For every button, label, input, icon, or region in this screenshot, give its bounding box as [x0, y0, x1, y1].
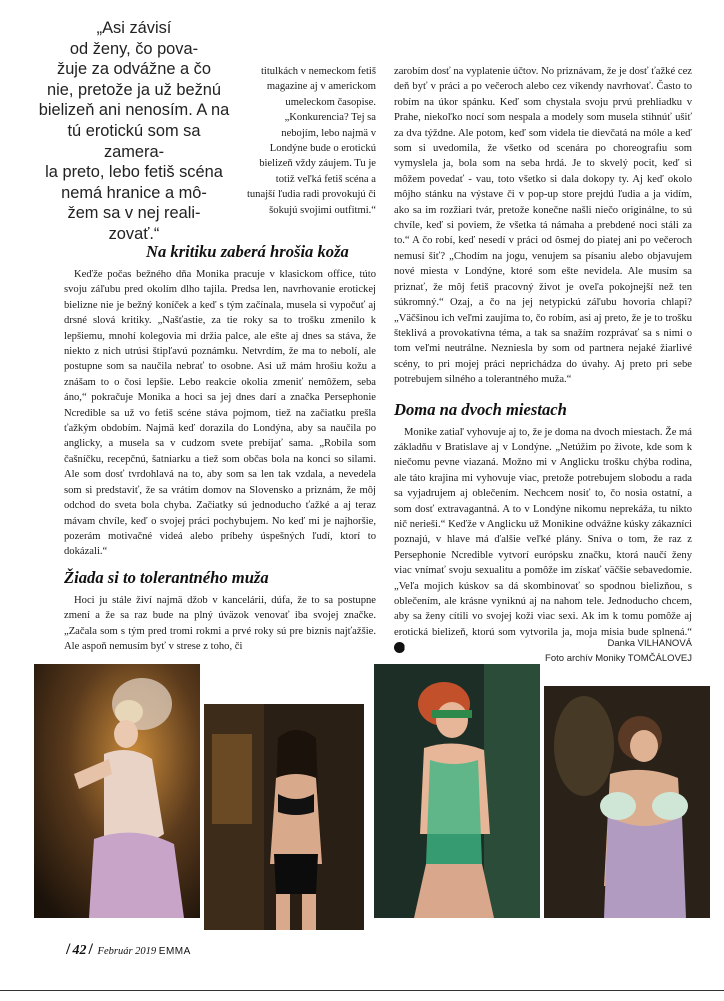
footer-slash-2: /	[88, 941, 93, 958]
bottom-rule	[0, 990, 724, 991]
photo-credit: Foto archív Moniky TOMČÁLOVEJ	[545, 653, 692, 664]
intro-text: titulkách v nemeckom fetiš magazine aj v americkom umeleckom časopise. „Konkurencia? Tej sa nebojím, lebo najmä v Londýne bude o erotickú bielizeň vždy záujem. Tu je totiž veľká fetiš scéna a tunajší ľudia radi provokujú či šokujú svojimi outfitmi.“	[246, 66, 376, 216]
photo-2	[204, 704, 364, 930]
issue-date: Február 2019	[97, 946, 157, 957]
credits	[446, 636, 692, 666]
pull-quote: „Asi závisí od ženy, čo pova- žuje za odvážne a čo nie, pretože ja už bežnú bielizeň ani nenosím. A na tú erotickú som sa zamera- la preto, lebo fetiš scéna nemá hranice a mô- žem sa v nej reali- zovať.“	[38, 19, 230, 243]
main-column-right	[394, 64, 692, 656]
section-body-doma-text: Monike zatiaľ vyhovuje aj to, že je doma na dvoch miestach. Že má základňu v Bratislave aj v Londýne. „Netúžim po živote, kde som k niečomu pevne viazaná. Možno mi v Anglicku trošku chýba rodina, ale táto krajina mi vyhovuje viac, pretože potrebujem slobodu a rada sa vyjadrujem aj oblečením. Nechcem nosiť to, čo nosia ostatní, a som dosť extravagantná. A to v Londýne nikomu neprekáža, tu nikto nič nerieši.“ Keďže v Anglicku už Monikine odvážne kúsky zákazníci poznajú, v hlave má ďalšie veľké plány. Sníva o tom, že raz z Persephonie Ncredible vytvorí európsku značku, ktorá naučí ženy viac vnímať svoju sexualitu a pomôže im získať väčšie sebavedomie. „Veľa mojich kúskov sa dá skombinovať so spodnou bielizňou, s oblečením, ale krásne vyniknú aj na nahom tele. Jednoducho chcem, aby sa ženy cítili vo svojej koži viac sexi. Ak im k tomu pomôže aj erotická bielizeň, ktorú som vytvorila ja, moja misia bude splnená.“	[394, 426, 692, 638]
section-heading-doma: Doma na dvoch miestach	[394, 399, 567, 419]
main-column-left	[64, 236, 376, 654]
section-heading-kritika: Na kritiku zaberá hrošia koža	[146, 242, 349, 261]
column3-body: zarobím dosť na vyplatenie účtov. No priznávam, že je dosť ťažké cez deň byť v práci a po večeroch alebo cez víkendy navrhovať. Často to robím na úkor spánku. Keď som chystala svoju prvú prehliadku v Prahe, niekoľko nocí som nespala a modely som musela stihnúť ušiť za dva týždne. Ale potom, keď som videla tie dievčatá na móle a keď som si uvedomila, že všetko od scenára po choreografiu som vymyslela ja, bola som na seba hrdá. Je to skvelý pocit, keď si môžem povedať - vau, toto všetko si dala dokopy ty. Aj keď okolo môjho stánku na výstave či v pop-up store prejdú ľudia a ja vidím, ako sa im rozžiari tvár, pretože konečne našli niečo originálne, to sú chvíle, keď si poviem, že všetka tá námaha a prebdené noci stáli za to.“ A čo robí, keď nesedí v práci od ôsmej do piatej ani po večeroch nemusí šiť? „Chodím na jogu, venujem sa písaniu alebo objavujem nové miesta v Londýne, ktoré som ešte nevidela. Ale musím sa priznať, že môj fetiš pracovný život je oveľa pokojnejší než ten súkromný.“ Ozaj, a čo na jej netypickú záľubu hovoria chlapi? „Väčšinou ich veľmi zaujíma to, čo robím, asi aj preto, že je to trošku šteklivá a provokatívna téma, a tak sa snažím rozprávať sa s nimi o tom veľmi neutrálne. Nezniesla by som od partnera nejaké žiarlivé scény, to pri mojej práci neprichádza do úvahy. Aj preto pri sebe potrebujem silného a tolerantného muža.“	[394, 66, 692, 386]
section-heading-tolerantny: Žiada si to tolerantného muža	[64, 567, 269, 587]
section-body-kritika: Keďže počas bežného dňa Monika pracuje v klasickom office, túto svoju záľubu pred okolím dlho tajila. Predsa len, navrhovanie erotickej bielizne nie je bežný koníček a keď s tým začínala, musela si vypočuť aj drsné slová kritiky. „Našťastie, za tie roky sa to trošku zmenilo k lepšiemu, mnohí kolegovia mi držia palce, ale ešte aj dnes sa stáva, že niekto z nich utrúsi štipľavú poznámku. Netvrdím, že ma to nebolí, ale postupne som sa naučila nebrať to osobne. Asi už mám hrošiu kožu a znášam to o čosi lepšie. Lebo reakcie okolia zmeniť nemôžem, seba áno,“ pokračuje Monika a hoci sa jej dnes darí a značka Persephonie Ncredible sa už vo fetiš scéne stáva pojmom, tiež na začiatku prešla ťažkým obdobím. Najmä keď dorazila do Londýna, aby sa naučila po anglicky, a musela sa v cudzom svete prebíjať sama. „Robila som čašníčku, recepčnú, šatniarku a tiež som občas bola na konci so silami. Ale som dosť tvrdohlavá na to, aby som sa len tak vzdala, a nevedela som si predstaviť, že sa vrátim domov na Slovensko a priznám, že môj odchod do sveta bola chyba. Začiatky sú jednoducho ťažké a aj teraz mávam chvíle, keď o svojej práci pochybujem. No keď mi je najhoršie, pozerám motivačné videá alebo príbehy úspešných ľudí, ktorí to dokázali.“	[64, 269, 376, 558]
end-mark-icon: E	[394, 642, 405, 653]
footer-slash: /	[66, 941, 71, 958]
photo-3	[374, 664, 540, 918]
intro-column	[212, 64, 376, 218]
page-footer	[64, 941, 191, 959]
author-credit: Danka VILHANOVÁ	[607, 638, 692, 649]
section-body-doma	[394, 425, 692, 656]
page-number: 42	[72, 943, 87, 958]
magazine-brand: EMMA	[158, 946, 191, 957]
photo-4	[544, 686, 710, 918]
photo-1	[34, 664, 200, 918]
section-body-tolerantny: Hoci ju stále živí najmä džob v kancelárii, dúfa, že to sa postupne zmení a že sa raz bude na plný úväzok venovať iba svojej značke. „Začala som s tým pred tromi rokmi a prvé roky sú pre biznis najťažšie. Ale aspoň nemusím byť v strese z toho, či	[64, 594, 376, 652]
